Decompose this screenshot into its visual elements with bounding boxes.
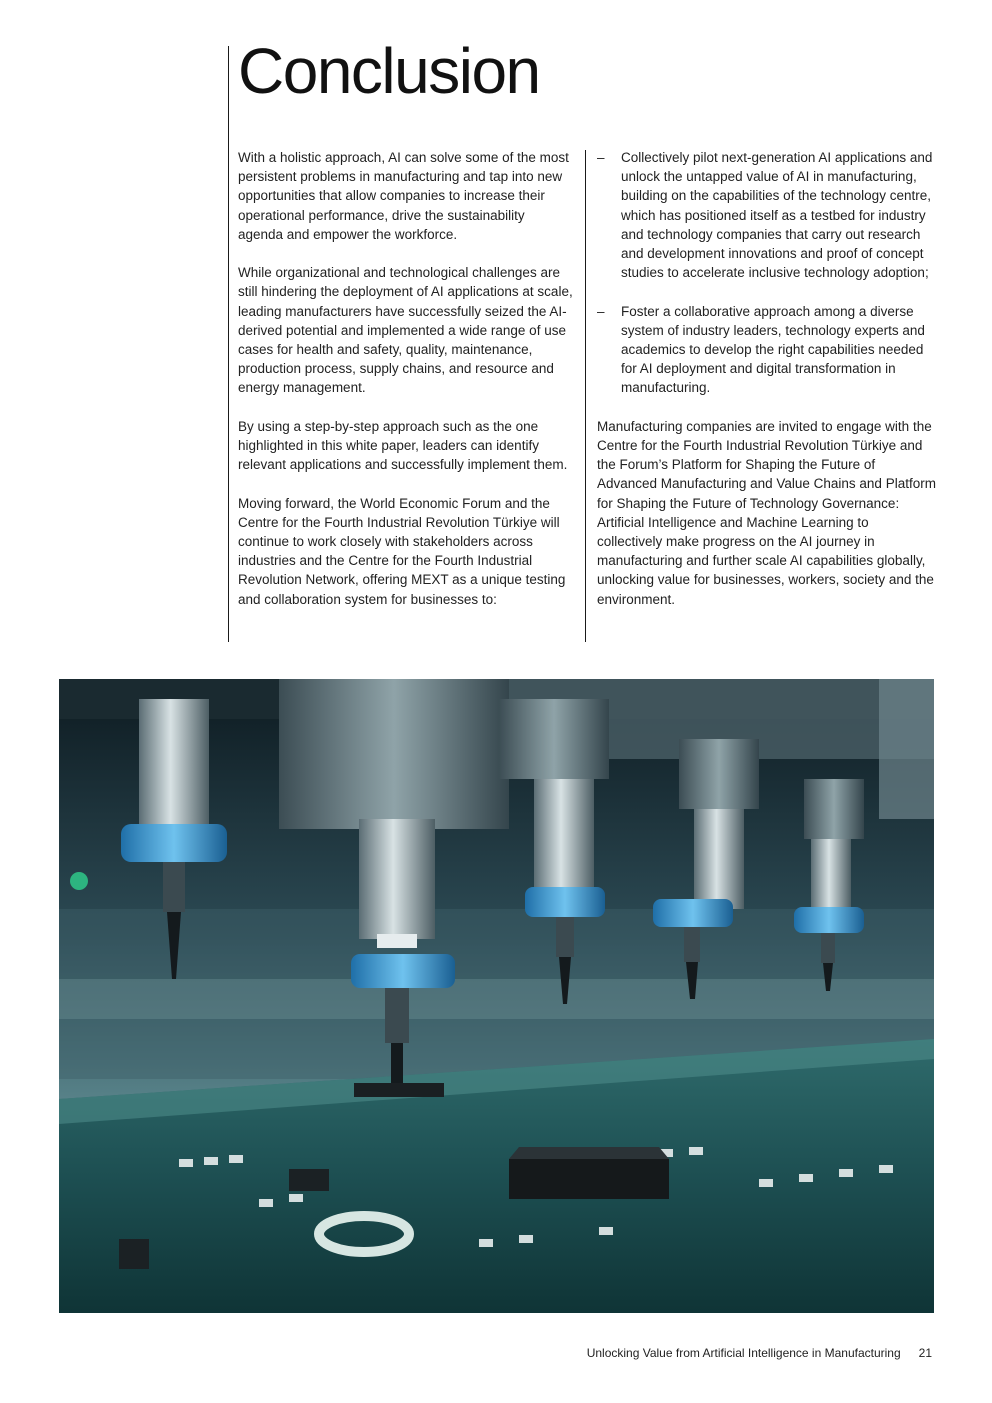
page-title: Conclusion — [238, 35, 540, 107]
paragraph: While organizational and technological challenges are still hindering the deployment of AI applications at scale, leading manufacturers have successfully seized the AI-derived potential and implemented a wide range of use cases for health and safety, quality, maintenance, production process, supply chains, and resource and energy management. — [238, 265, 573, 396]
bullet-dash: – — [597, 150, 605, 165]
bullet-list — [597, 148, 937, 398]
paragraph: By using a step-by-step approach such as the one highlighted in this white paper, leaders can identify relevant applications and successfully implement them. — [238, 418, 568, 473]
paragraph: Moving forward, the World Economic Forum and the Centre for the Fourth Industrial Revolution Türkiye will continue to work closely with stakeholders across industries and the Centre for the Fourth Industrial Revolution Network, offering MEXT as a unique testing and collaboration system for businesses to: — [238, 495, 566, 607]
paragraph: With a holistic approach, AI can solve some of the most persistent problems in manufacturing and tap into new opportunities that allow companies to increase their operational performance, drive the sustainability agenda and empower the workforce. — [238, 150, 569, 242]
list-item — [597, 148, 937, 282]
bullet-text: Collectively pilot next-generation AI applications and unlock the untapped value of AI in manufacturing, building on the capabilities of the technology centre, which has positioned itself as a testbed for industry and technology companies that carry out research and development innovations and proof of concept studies to accelerate inclusive technology adoption; — [621, 150, 933, 281]
pick-and-place-machine-photo — [59, 679, 934, 1313]
page-footer — [587, 1346, 932, 1360]
left-column — [238, 148, 573, 628]
list-item — [597, 302, 937, 398]
bullet-text: Foster a collaborative approach among a diverse system of industry leaders, technology experts and academics to develop the right capabilities needed for AI deployment and digital transformation in manufacturing. — [621, 303, 925, 396]
page-number: 21 — [918, 1346, 932, 1360]
paragraph: Manufacturing companies are invited to engage with the Centre for the Fourth Industrial Revolution Türkiye and the Forum’s Platform for Shaping the Future of Advanced Manufacturing and Value Chains and Platform for Shaping the Future of Technology Governance: Artificial Intelligence and Machine Learning to collectively make progress on the AI journey in manufacturing and further scale AI capabilities globally, unlocking value for businesses, workers, society and the environment. — [597, 418, 936, 607]
title-rule — [228, 46, 229, 642]
footer-document-title: Unlocking Value from Artificial Intelligence in Manufacturing — [586, 1346, 901, 1360]
bullet-dash: – — [597, 303, 605, 319]
column-divider — [585, 150, 586, 642]
right-column — [597, 148, 937, 628]
